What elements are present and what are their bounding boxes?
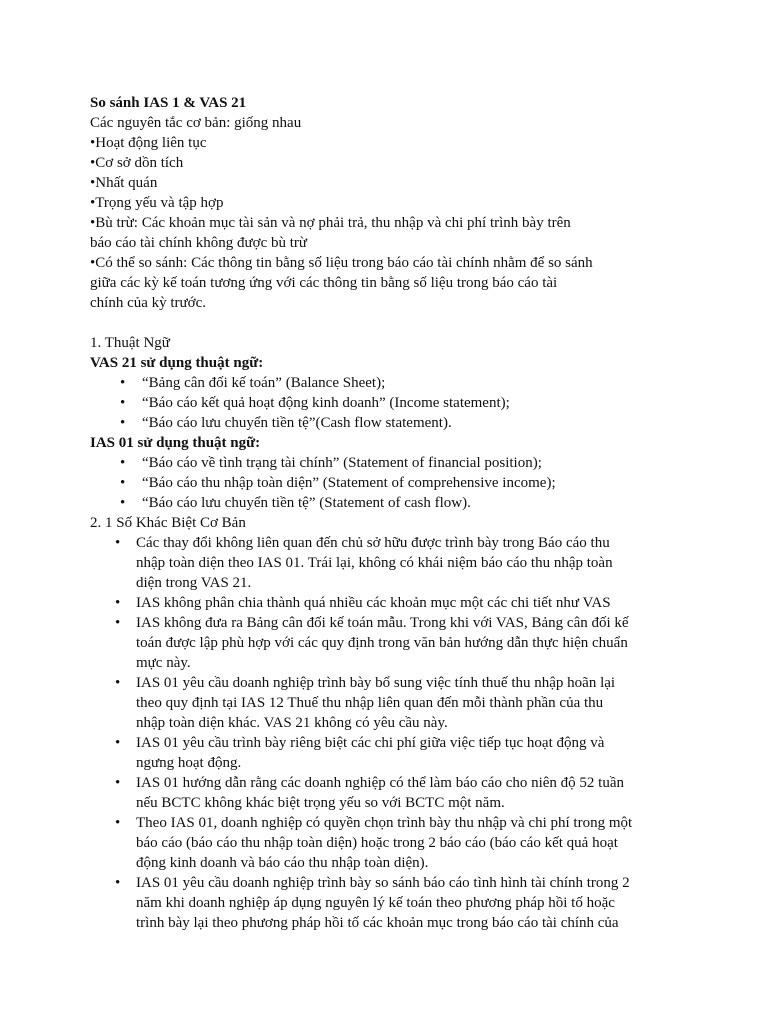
bullet-icon: •: [120, 475, 126, 491]
comparable-line-3: chính của kỳ trước.: [90, 295, 207, 311]
offset-line-1: •Bù trừ: Các khoản mục tài sản và nợ phải trả, thu nhập và chi phí trình bày trên: [90, 215, 571, 231]
difference-item-line: IAS không đưa ra Bảng cân đối kế toán mẫu. Trong khi với VAS, Bảng cân đối kế: [136, 615, 629, 631]
difference-item-line: động kinh doanh và báo cáo thu nhập toàn diện).: [136, 855, 429, 871]
difference-item-line: IAS 01 hướng dẫn rằng các doanh nghiệp có thể làm báo cáo cho niên độ 52 tuần: [136, 775, 625, 791]
difference-item-line: báo cáo (báo cáo thu nhập toàn diện) hoặc trong 2 báo cáo (báo cáo kết quả hoạt: [136, 835, 618, 851]
list-item-text: “Báo cáo kết quả hoạt động kinh doanh” (Income statement);: [142, 395, 510, 411]
difference-item-line: Theo IAS 01, doanh nghiệp có quyền chọn trình bày thu nhập và chi phí trong một: [136, 815, 633, 831]
list-item-text: “Bảng cân đối kế toán” (Balance Sheet);: [142, 375, 386, 391]
difference-item-line: diện trong VAS 21.: [136, 575, 252, 591]
list-item-text: “Báo cáo về tình trạng tài chính” (Statement of financial position);: [142, 455, 542, 471]
list-item: [90, 473, 690, 493]
difference-item: [90, 813, 656, 873]
bullet-icon: •: [120, 375, 126, 391]
principle-item: •Nhất quán: [90, 175, 158, 191]
bullet-icon: •: [115, 875, 121, 891]
bullet-icon: •: [120, 415, 126, 431]
bullet-icon: •: [115, 615, 121, 631]
difference-item: [90, 593, 656, 613]
vas-terms-list: [90, 373, 690, 433]
bullet-icon: •: [115, 775, 121, 791]
document-title: So sánh IAS 1 & VAS 21: [90, 95, 247, 111]
document-page: [90, 93, 690, 933]
principle-item: •Cơ sở dồn tích: [90, 155, 184, 171]
principle-item: •Hoạt động liên tục: [90, 135, 207, 151]
list-item-text: “Báo cáo thu nhập toàn diện” (Statement of comprehensive income);: [142, 475, 556, 491]
differences-list: [90, 533, 690, 933]
bullet-icon: •: [115, 815, 121, 831]
bullet-icon: •: [115, 735, 121, 751]
difference-item-line: nếu BCTC không khác biệt trọng yếu so với BCTC một năm.: [136, 795, 505, 811]
difference-item: [90, 673, 656, 733]
bullet-icon: •: [115, 535, 121, 551]
difference-item-line: theo quy định tại IAS 12 Thuế thu nhập liên quan đến mỗi thành phần của thu: [136, 695, 604, 711]
bullet-icon: •: [115, 595, 121, 611]
section-2-heading: 2. 1 Số Khác Biệt Cơ Bản: [90, 515, 246, 531]
bullet-icon: •: [115, 675, 121, 691]
list-item-text: “Báo cáo lưu chuyển tiền tệ”(Cash flow statement).: [142, 415, 452, 431]
offset-line-2: báo cáo tài chính không được bù trừ: [90, 235, 308, 251]
ias-terms-list: [90, 453, 690, 513]
paragraph-spacer: [90, 313, 690, 333]
difference-item: [90, 613, 656, 673]
difference-item-line: ngưng hoạt động.: [136, 755, 242, 771]
list-item: [90, 393, 690, 413]
difference-item: [90, 533, 656, 593]
difference-item-line: IAS không phân chia thành quá nhiều các khoản mục một các chi tiết như VAS: [136, 595, 611, 611]
difference-item-line: IAS 01 yêu cầu doanh nghiệp trình bày so sánh báo cáo tình hình tài chính trong 2: [136, 875, 630, 891]
difference-item-line: năm khi doanh nghiệp áp dụng nguyên lý kế toán theo phương pháp hồi tố hoặc: [136, 895, 615, 911]
intro-line: Các nguyên tắc cơ bản: giống nhau: [90, 115, 302, 131]
vas-terms-heading: VAS 21 sử dụng thuật ngữ:: [90, 355, 264, 371]
difference-item-line: IAS 01 yêu cầu trình bày riêng biệt các chi phí giữa việc tiếp tục hoạt động và: [136, 735, 605, 751]
list-item: [90, 413, 690, 433]
difference-item: [90, 773, 656, 813]
difference-item-line: trình bày lại theo phương pháp hồi tố các khoản mục trong báo cáo tài chính của: [136, 915, 619, 931]
ias-terms-heading: IAS 01 sử dụng thuật ngữ:: [90, 435, 261, 451]
section-1-heading: 1. Thuật Ngữ: [90, 335, 170, 351]
principle-item: •Trọng yếu và tập hợp: [90, 195, 224, 211]
list-item: [90, 373, 690, 393]
difference-item-line: nhập toàn diện theo IAS 01. Trái lại, không có khái niệm báo cáo thu nhập toàn: [136, 555, 613, 571]
difference-item-line: toán được lập phù hợp với các quy định trong văn bản hướng dẫn thực hiện chuẩn: [136, 635, 628, 651]
list-item: [90, 493, 690, 513]
comparable-line-1: •Có thể so sánh: Các thông tin bằng số liệu trong báo cáo tài chính nhằm để so sánh: [90, 255, 593, 271]
bullet-icon: •: [120, 495, 126, 511]
bullet-icon: •: [120, 395, 126, 411]
difference-item-line: mực này.: [136, 655, 191, 671]
comparable-line-2: giữa các kỳ kế toán tương ứng với các thông tin bằng số liệu trong báo cáo tài: [90, 275, 558, 291]
difference-item: [90, 733, 656, 773]
difference-item-line: Các thay đổi không liên quan đến chủ sở hữu được trình bày trong Báo cáo thu: [136, 535, 610, 551]
difference-item-line: nhập toàn diện khác. VAS 21 không có yêu cầu này.: [136, 715, 448, 731]
list-item-text: “Báo cáo lưu chuyển tiền tệ” (Statement of cash flow).: [142, 495, 471, 511]
bullet-icon: •: [120, 455, 126, 471]
difference-item-line: IAS 01 yêu cầu doanh nghiệp trình bày bổ sung việc tính thuế thu nhập hoãn lại: [136, 675, 616, 691]
difference-item: [90, 873, 656, 933]
list-item: [90, 453, 690, 473]
